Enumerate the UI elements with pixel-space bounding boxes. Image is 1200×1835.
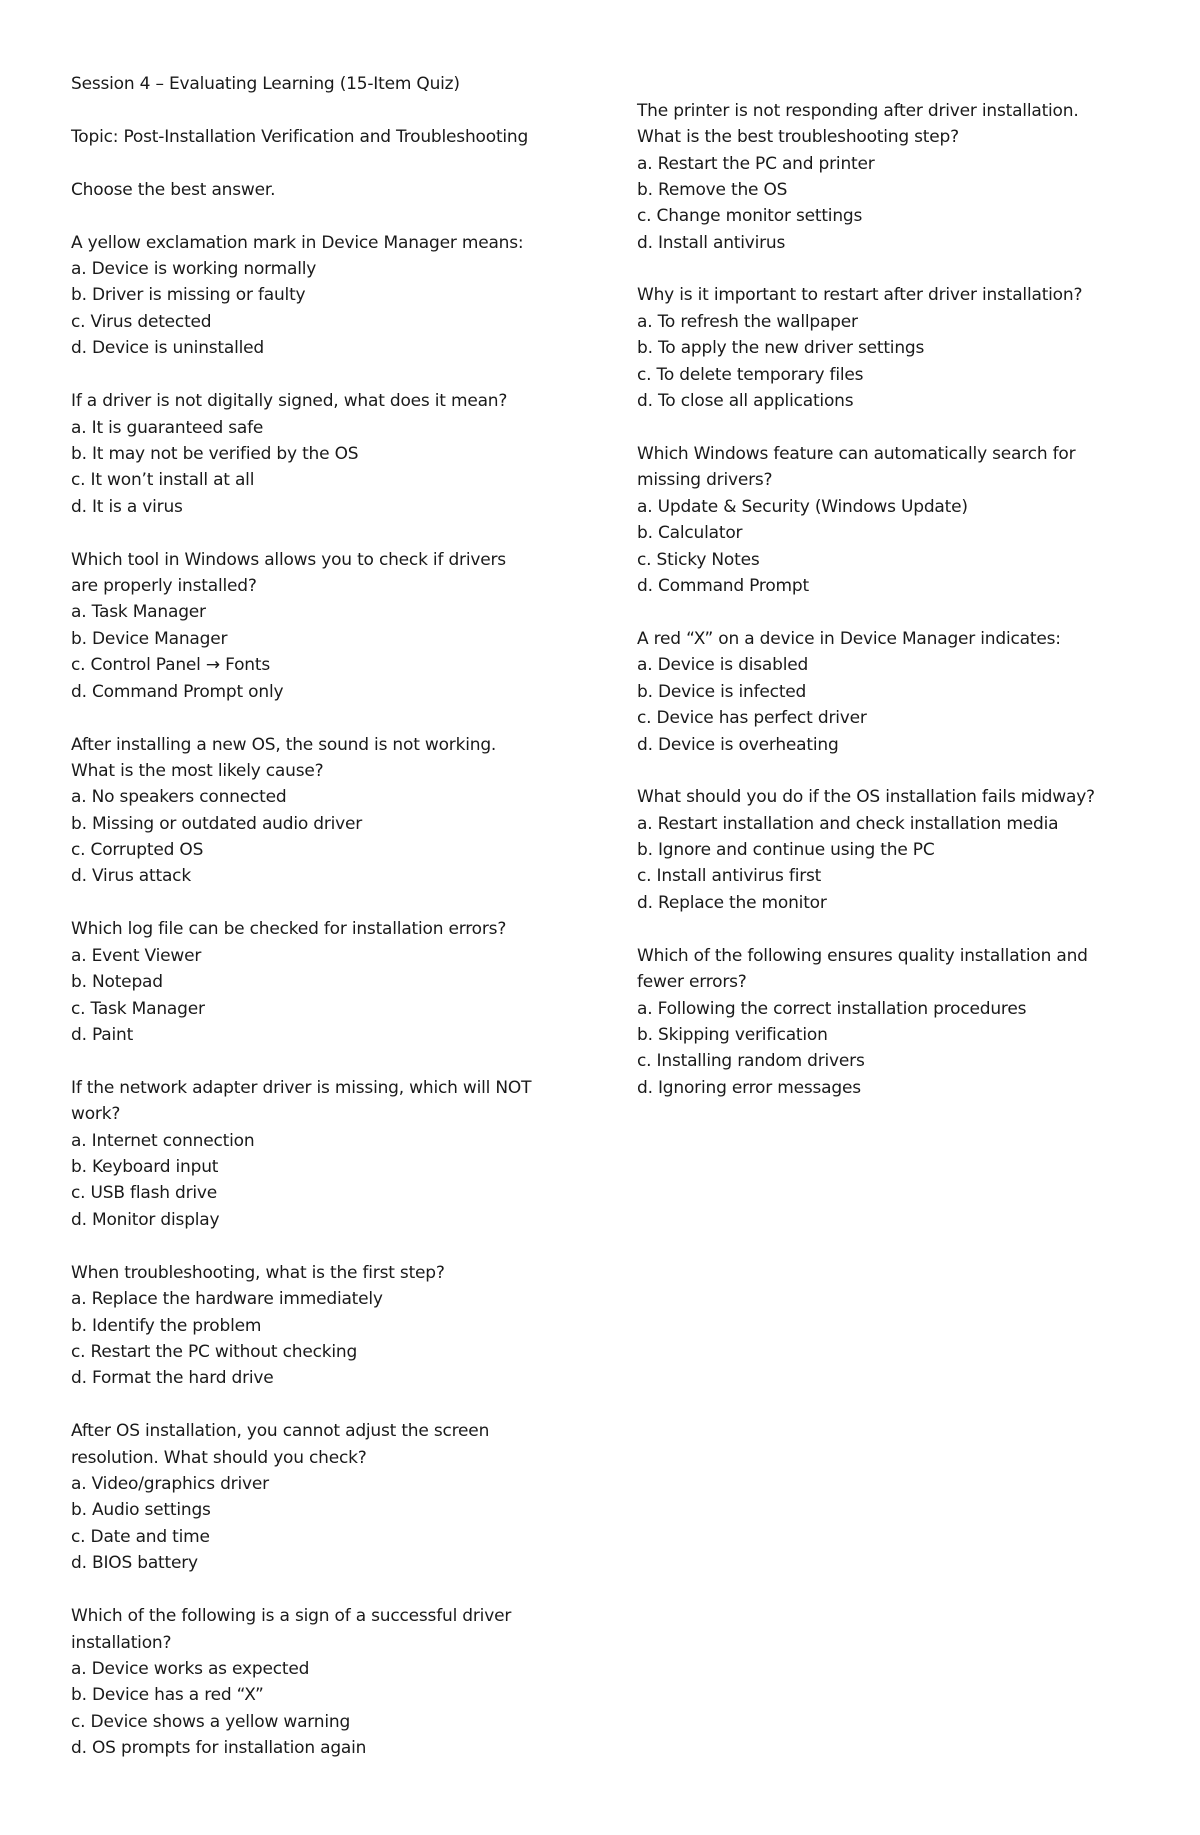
question-6-text-cont: work? (71, 1104, 121, 1124)
q11-option-b: b. To apply the new driver settings (637, 338, 925, 358)
q2-option-d: d. It is a virus (71, 497, 183, 517)
q1-option-b: b. Driver is missing or faulty (71, 285, 306, 305)
question-4-text-cont: What is the most likely cause? (71, 761, 324, 781)
q10-option-c: c. Change monitor settings (637, 206, 863, 226)
q10-option-b: b. Remove the OS (637, 180, 788, 200)
q13-option-c: c. Device has perfect driver (637, 708, 867, 728)
question-3-text: Which tool in Windows allows you to check if drivers (71, 550, 506, 570)
q14-option-d: d. Replace the monitor (637, 893, 827, 913)
question-10-text-cont: What is the best troubleshooting step? (637, 127, 959, 147)
q9-option-d: d. OS prompts for installation again (71, 1738, 367, 1758)
question-4-text: After installing a new OS, the sound is not working. (71, 735, 497, 755)
question-11-text: Why is it important to restart after driver installation? (637, 285, 1083, 305)
q4-option-a: a. No speakers connected (71, 787, 287, 807)
question-8-text-cont: resolution. What should you check? (71, 1448, 367, 1468)
q10-option-a: a. Restart the PC and printer (637, 154, 875, 174)
q8-option-b: b. Audio settings (71, 1500, 211, 1520)
q4-option-c: c. Corrupted OS (71, 840, 204, 860)
q7-option-c: c. Restart the PC without checking (71, 1342, 358, 1362)
question-2-text: If a driver is not digitally signed, what does it mean? (71, 391, 508, 411)
q12-option-c: c. Sticky Notes (637, 550, 760, 570)
q7-option-d: d. Format the hard drive (71, 1368, 274, 1388)
instruction-line: Choose the best answer. (71, 180, 276, 200)
q1-option-d: d. Device is uninstalled (71, 338, 265, 358)
question-14-text: What should you do if the OS installation fails midway? (637, 787, 1095, 807)
session-title: Session 4 – Evaluating Learning (15-Item Quiz) (71, 74, 460, 94)
q1-option-a: a. Device is working normally (71, 259, 317, 279)
question-10-text: The printer is not responding after driver installation. (637, 101, 1079, 121)
question-5-text: Which log file can be checked for installation errors? (71, 919, 507, 939)
q14-option-c: c. Install antivirus first (637, 866, 822, 886)
q8-option-c: c. Date and time (71, 1527, 210, 1547)
q6-option-b: b. Keyboard input (71, 1157, 219, 1177)
q11-option-c: c. To delete temporary files (637, 365, 864, 385)
q15-option-a: a. Following the correct installation procedures (637, 999, 1027, 1019)
q2-option-c: c. It won’t install at all (71, 470, 255, 490)
question-15-text: Which of the following ensures quality installation and (637, 946, 1088, 966)
question-7-text: When troubleshooting, what is the first step? (71, 1263, 445, 1283)
q7-option-b: b. Identify the problem (71, 1316, 262, 1336)
q5-option-d: d. Paint (71, 1025, 134, 1045)
question-8-text: After OS installation, you cannot adjust the screen (71, 1421, 490, 1441)
question-9-text: Which of the following is a sign of a successful driver (71, 1606, 512, 1626)
q7-option-a: a. Replace the hardware immediately (71, 1289, 383, 1309)
question-9-text-cont: installation? (71, 1633, 172, 1653)
q2-option-b: b. It may not be verified by the OS (71, 444, 359, 464)
question-12-text-cont: missing drivers? (637, 470, 773, 490)
q15-option-d: d. Ignoring error messages (637, 1078, 861, 1098)
q13-option-d: d. Device is overheating (637, 735, 839, 755)
q8-option-d: d. BIOS battery (71, 1553, 198, 1573)
question-6-text: If the network adapter driver is missing, which will NOT (71, 1078, 532, 1098)
q15-option-c: c. Installing random drivers (637, 1051, 865, 1071)
q9-option-b: b. Device has a red “X” (71, 1685, 264, 1705)
q1-option-c: c. Virus detected (71, 312, 212, 332)
q5-option-a: a. Event Viewer (71, 946, 202, 966)
q12-option-d: d. Command Prompt (637, 576, 809, 596)
q4-option-d: d. Virus attack (71, 866, 191, 886)
q2-option-a: a. It is guaranteed safe (71, 418, 264, 438)
q13-option-b: b. Device is infected (637, 682, 807, 702)
q5-option-c: c. Task Manager (71, 999, 205, 1019)
question-3-text-cont: are properly installed? (71, 576, 257, 596)
q10-option-d: d. Install antivirus (637, 233, 786, 253)
question-1-text: A yellow exclamation mark in Device Manager means: (71, 233, 524, 253)
q6-option-a: a. Internet connection (71, 1131, 255, 1151)
q9-option-c: c. Device shows a yellow warning (71, 1712, 351, 1732)
topic-line: Topic: Post-Installation Verification and Troubleshooting (71, 127, 529, 147)
q8-option-a: a. Video/graphics driver (71, 1474, 269, 1494)
q11-option-d: d. To close all applications (637, 391, 854, 411)
q9-option-a: a. Device works as expected (71, 1659, 310, 1679)
q3-option-d: d. Command Prompt only (71, 682, 284, 702)
q4-option-b: b. Missing or outdated audio driver (71, 814, 363, 834)
q6-option-d: d. Monitor display (71, 1210, 220, 1230)
q13-option-a: a. Device is disabled (637, 655, 809, 675)
q14-option-a: a. Restart installation and check installation media (637, 814, 1059, 834)
q3-option-a: a. Task Manager (71, 602, 206, 622)
question-15-text-cont: fewer errors? (637, 972, 747, 992)
q6-option-c: c. USB flash drive (71, 1183, 218, 1203)
q11-option-a: a. To refresh the wallpaper (637, 312, 858, 332)
q5-option-b: b. Notepad (71, 972, 163, 992)
question-13-text: A red “X” on a device in Device Manager indicates: (637, 629, 1061, 649)
q12-option-a: a. Update & Security (Windows Update) (637, 497, 968, 517)
q15-option-b: b. Skipping verification (637, 1025, 828, 1045)
question-12-text: Which Windows feature can automatically search for (637, 444, 1076, 464)
q3-option-b: b. Device Manager (71, 629, 228, 649)
q3-option-c: c. Control Panel → Fonts (71, 655, 270, 675)
q14-option-b: b. Ignore and continue using the PC (637, 840, 935, 860)
q12-option-b: b. Calculator (637, 523, 743, 543)
